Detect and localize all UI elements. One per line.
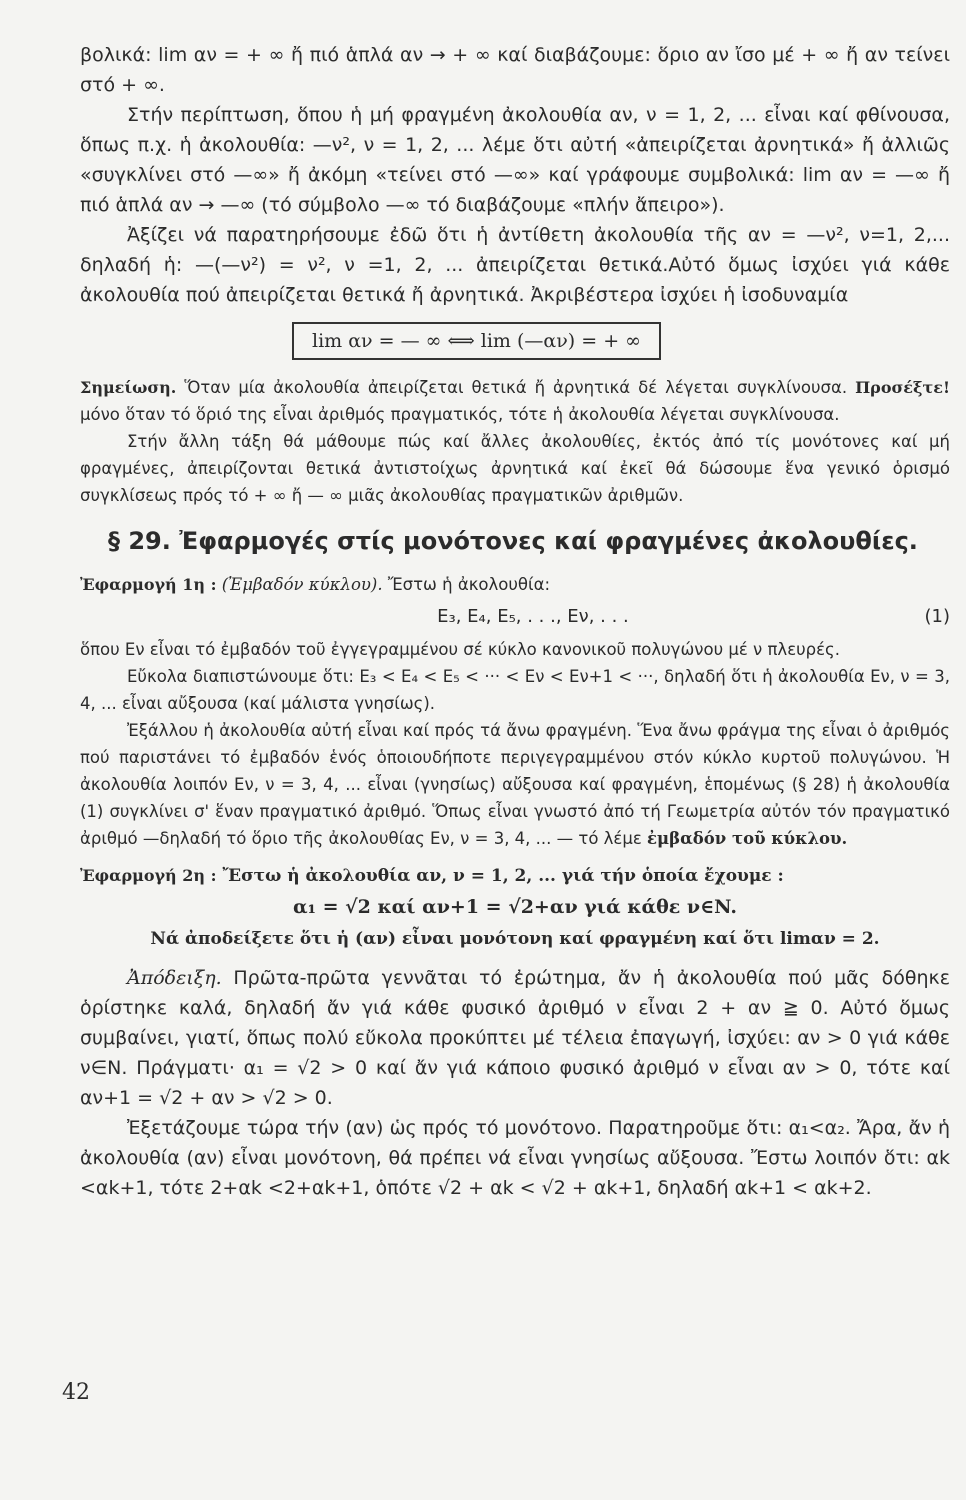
- application-1-para-2: Εὔκολα διαπιστώνουμε ὅτι: E₃ < E₄ < E₅ < ··· < Eν < Eν+1 < ···, δηλαδή ὅτι ἡ ἀκολουθία Eν, ν = 3, 4, ... εἶναι αὔξουσα (καί μάλιστα γνησίως).: [80, 667, 950, 713]
- application-1-label: Ἐφαρμογή 1η :: [80, 575, 217, 594]
- sequence-equation: [80, 602, 950, 632]
- application-1-para-1: ὅπου Eν εἶναι τό ἐμβαδόν τοῦ ἐγγεγραμμένου σέ κύκλο κανονικοῦ πολυγώνου μέ ν πλευρές.: [80, 640, 840, 659]
- equivalence-box: lim αν = — ∞ ⟺ lim (—αν) = + ∞: [292, 322, 661, 360]
- proof-paragraph-1: [80, 963, 950, 1113]
- application-1-para-3: [80, 717, 950, 852]
- note-block: [80, 374, 950, 509]
- note-label: Σημείωση.: [80, 378, 177, 397]
- application-1-title: (Ἐμβαδόν κύκλου).: [221, 575, 383, 594]
- page-content: [80, 40, 950, 1480]
- application-1: [80, 571, 950, 852]
- proof-text-1: Πρῶτα-πρῶτα γεννᾶται τό ἐρώτημα, ἄν ἡ ἀκολουθία πού μᾶς δόθηκε ὁρίστηκε καλά, δηλαδή ἄν γιά κάθε φυσικό ἀριθμό ν εἶναι 2 + αν ≧ 0. Αὐτό ὅμως συμβαίνει, γιατί, ὅπως πολύ εὔκολα προκύπτει μέ τέλεια ἐπαγωγή, ἰσχύει: αν > 0 γιά κάθε ν∈N. Πράγματι· α₁ = √2 > 0 καί ἄν γιά κάποιο φυσικό ἀριθμό ν εἶναι αν > 0, τότε καί αν+1 = √2 + αν > √2 > 0.: [80, 967, 950, 1109]
- paragraph-opposite-sequence: Ἀξίζει νά παρατηρήσουμε ἐδῶ ὅτι ἡ ἀντίθετη ἀκολουθία τῆς αν = —ν², ν=1, 2,... δηλαδή ἡ: —(—ν²) = ν², ν =1, 2, ... ἀπειρίζεται θετικά.Αὐτό ὅμως ἰσχύει γιά κάθε ἀκολουθία πού ἀπειρίζεται θετικά ἤ ἀρνητικά. Ἀκριβέστερα ἰσχύει ἡ ἰσοδυναμία: [80, 224, 950, 306]
- application-1-para-3-text: Ἐξάλλου ἡ ἀκολουθία αὐτή εἶναι καί πρός τά ἄνω φραγμένη. Ἕνα ἄνω φράγμα της εἶναι ὁ ἀριθμός πού παριστάνει τό ἐμβαδόν ἑνός ὁποιουδήποτε περιγεγραμμένου στόν κύκλο κυρτοῦ πολυγώνου. Ἡ ἀκολουθία λοιπόν Eν, ν = 3, 4, ... εἶναι (γνησίως) αὔξουσα καί φραγμένη, ἑπομένως (§ 28) ἡ ἀκολουθία (1) συγκλίνει σ' ἕναν πραγματικό ἀριθμό. Ὅπως εἶναι γνωστό ἀπό τή Γεωμετρία αὐτόν τόν πραγματικό ἀριθμό —δηλαδή τό ὅριο τῆς ἀκολουθίας Eν, ν = 3, 4, ... — τό λέμε: [80, 721, 950, 848]
- application-1-intro: [80, 571, 950, 598]
- page-number: 42: [62, 1380, 90, 1405]
- note-text-2: μόνο ὅταν τό ὅριό της εἶναι ἀριθμός πραγματικός, τότε ἡ ἀκολουθία λέγεται συγκλίνουσα.: [80, 405, 840, 424]
- paragraph-limit-definition: βολικά: lim αν = + ∞ ἤ πιό ἁπλά αν → + ∞ καί διαβάζουμε: ὅριο αν ἴσο μέ + ∞ ἤ αν τείνει στό + ∞.: [80, 44, 950, 96]
- application-2-label: Ἐφαρμογή 2η :: [80, 866, 217, 885]
- note-text-1: Ὅταν μία ἀκολουθία ἀπειρίζεται θετικά ἤ ἀρνητικά δέ λέγεται συγκλίνουσα.: [184, 378, 848, 397]
- proof-paragraph-2: Ἐξετάζουμε τώρα τήν (αν) ὡς πρός τό μονότονο. Παρατηροῦμε ὅτι: α₁<α₂. Ἄρα, ἄν ἡ ἀκολουθία (αν) εἶναι μονότονη, θά πρέπει νά εἶναι γνησίως αὔξουσα. Ἔστω λοιπόν ὅτι: αk <αk+1, τότε 2+αk <2+αk+1, ὁπότε √2 + αk < √2 + αk+1, δηλαδή αk+1 < αk+2.: [80, 1117, 950, 1199]
- circle-area-term: ἐμβαδόν τοῦ κύκλου.: [647, 829, 848, 848]
- application-1-intro-text: Ἔστω ἡ ἀκολουθία:: [387, 575, 551, 594]
- proof-label: Ἀπόδειξη.: [127, 967, 222, 989]
- section-heading: § 29. Ἐφαρμογές στίς μονότονες καί φραγμένες ἀκολουθίες.: [108, 527, 918, 555]
- note-paragraph: [80, 374, 950, 428]
- application-2: [80, 860, 950, 955]
- sequence-terms: E₃, E₄, E₅, . . ., Eν, . . .: [437, 606, 629, 627]
- application-2-intro: [80, 860, 950, 891]
- exercise-claim: Νά ἀποδείξετε ὅτι ἡ (αν) εἶναι μονότονη καί φραγμένη καί ὅτι limαν = 2.: [150, 929, 880, 949]
- equivalence-box-wrapper: [292, 322, 950, 360]
- recurrence-formula: α₁ = √2 καί αν+1 = √2+αν γιά κάθε ν∈N.: [293, 896, 737, 918]
- equation-number: (1): [924, 606, 950, 627]
- paragraph-negative-divergence: Στήν περίπτωση, ὅπου ἡ μή φραγμένη ἀκολουθία αν, ν = 1, 2, ... εἶναι καί φθίνουσα, ὅπως π.χ. ἡ ἀκολουθία: —ν², ν = 1, 2, ... λέμε ὅτι αὐτή «ἀπειρίζεται ἀρνητικά» ἤ ἀλλιῶς «συγκλίνει στό —∞» ἤ ἀκόμη «τείνει στό —∞» καί γράφουμε συμβολικά: lim αν = —∞ ἤ πιό ἁπλά αν → —∞ (τό σύμβολο —∞ τό διαβάζουμε «πλήν ἄπειρο»).: [80, 104, 950, 216]
- attention-label: Προσέξτε!: [855, 378, 950, 397]
- note-paragraph-2: Στήν ἄλλη τάξη θά μάθουμε πώς καί ἄλλες ἀκολουθίες, ἐκτός ἀπό τίς μονότονες καί μή φραγμένες, ἀπειρίζονται θετικά ἀντιστοίχως ἀρνητικά καί ἐκεῖ θά δώσουμε ἕνα γενικό ὁρισμό συγκλίσεως πρός τό + ∞ ἤ — ∞ μιᾶς ἀκολουθίας πραγματικῶν ἀριθμῶν.: [80, 432, 950, 505]
- application-2-intro-text: Ἔστω ἡ ἀκολουθία αν, ν = 1, 2, ... γιά τήν ὁποία ἔχουμε :: [222, 866, 784, 886]
